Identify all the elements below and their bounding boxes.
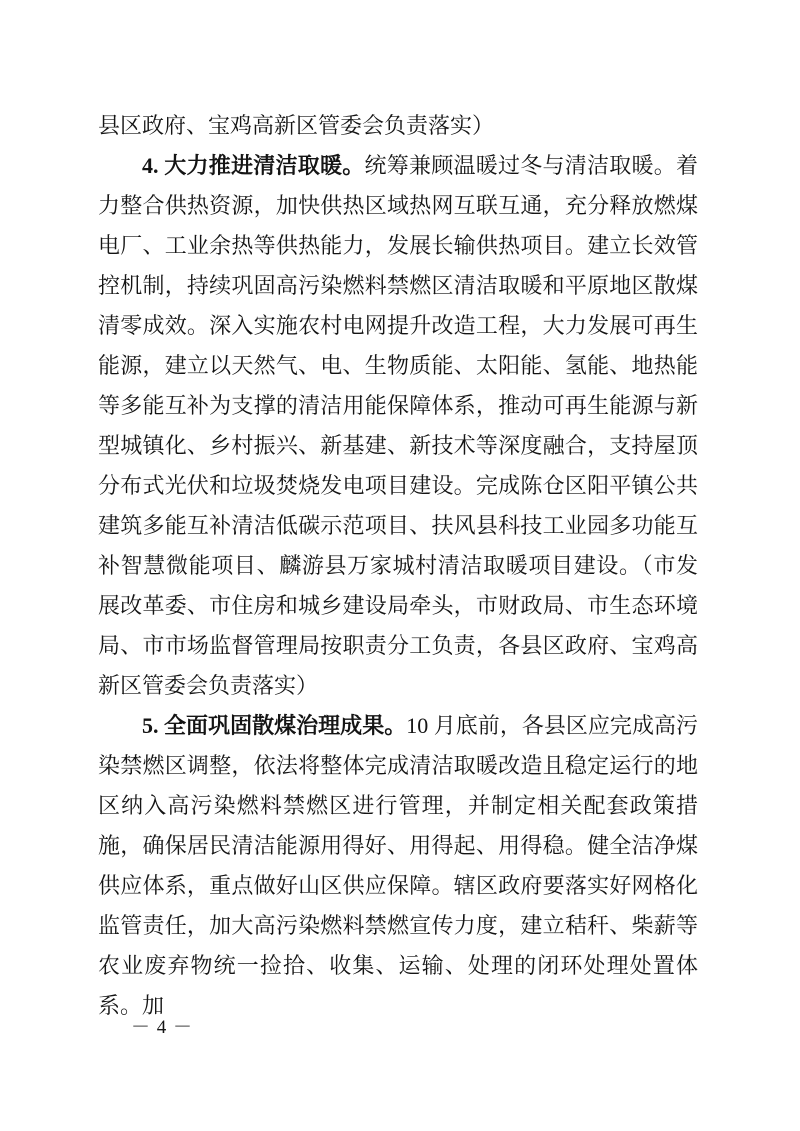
paragraph-continuation <box>98 106 698 146</box>
paragraph-item-5-text: 10 月底前，各县区应完成高污染禁燃区调整，依法将整体完成清洁取暖改造且稳定运行的地区纳入高污染燃料禁燃区进行管理，并制定相关配套政策措施，确保居民清洁能源用得好、用得起、用得稳。健全洁净煤供应体系，重点做好山区供应保障。辖区政府要落实好网格化监管责任，加大高污染燃料禁燃宣传力度，建立秸秆、柴薪等农业废弃物统一捡拾、收集、运输、处理的闭环处理处置体系。加 <box>98 713 698 1018</box>
paragraph-item-4 <box>98 146 698 706</box>
paragraph-item-5-title: 5. 全面巩固散煤治理成果。 <box>142 713 407 738</box>
paragraph-text: 县区政府、宝鸡高新区管委会负责落实） <box>98 113 495 138</box>
paragraph-item-5 <box>98 706 698 1026</box>
paragraph-item-4-text: 统筹兼顾温暖过冬与清洁取暖。着力整合供热资源，加快供热区域热网互联互通，充分释放燃煤电厂、工业余热等供热能力，发展长输供热项目。建立长效管控机制，持续巩固高污染燃料禁燃区清洁取暖和平原地区散煤清零成效。深入实施农村电网提升改造工程，大力发展可再生能源，建立以天然气、电、生物质能、太阳能、氢能、地热能等多能互补为支撑的清洁用能保障体系，推动可再生能源与新型城镇化、乡村振兴、新基建、新技术等深度融合，支持屋顶分布式光伏和垃圾焚烧发电项目建设。完成陈仓区阳平镇公共建筑多能互补清洁低碳示范项目、扶风县科技工业园多功能互补智慧微能项目、麟游县万家城村清洁取暖项目建设。（市发展改革委、市住房和城乡建设局牵头，市财政局、市生态环境局、市市场监督管理局按职责分工负责，各县区政府、宝鸡高新区管委会负责落实） <box>98 153 698 698</box>
paragraph-item-4-title: 4. 大力推进清洁取暖。 <box>142 153 365 178</box>
page-number: － 4 － <box>131 1017 194 1038</box>
document-body <box>98 106 698 1026</box>
